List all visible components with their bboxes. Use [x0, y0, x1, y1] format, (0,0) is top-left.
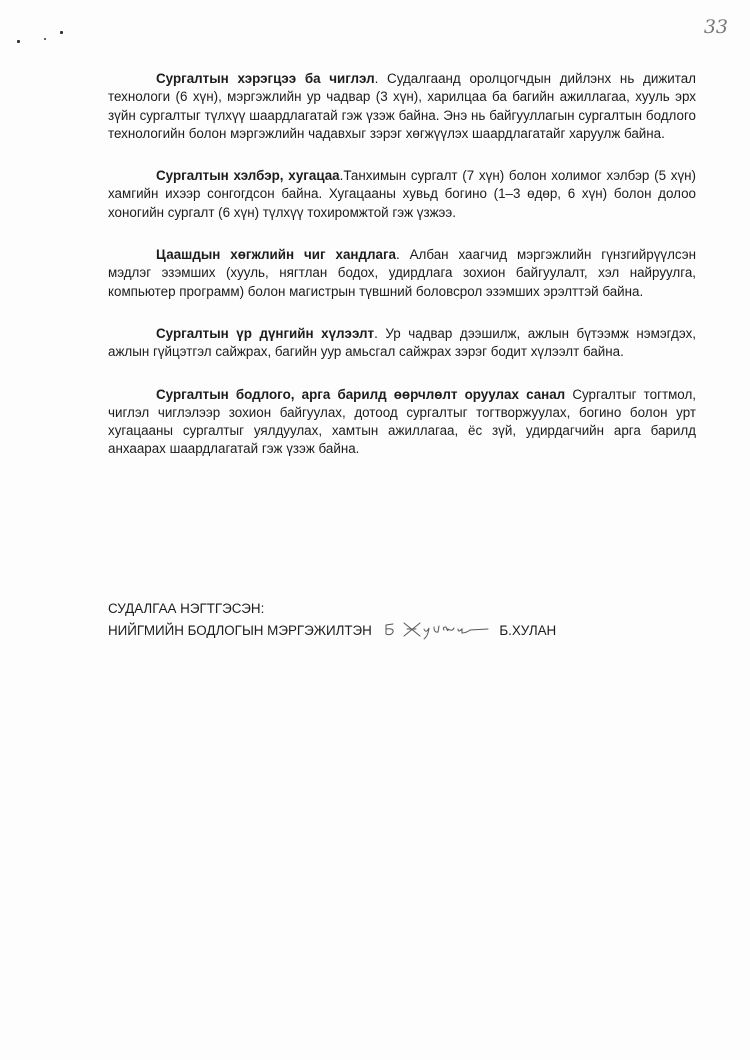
paragraph-policy-proposal	[108, 386, 696, 459]
paragraph-text: . Ур чадвар дээшилж, ажлын бүтээмж нэмэгдэх, ажлын гүйцэтгэл сайжрах, багийн уур амьсгал сайжрах зэрэг бодит хүлээлт байна.	[108, 325, 697, 360]
paragraph-text: .Танхимын сургалт (7 хүн) болон холимог хэлбэр (5 хүн) хамгийн ихээр сонгогдсон байна. Хугацааны хувьд богино (1–3 өдөр, 6 хүн) болон долоо хоногийн сургалт (6 хүн) түлхүү тохиромжтой гэж үзжээ.	[108, 168, 696, 220]
signature-name: Б.ХУЛАН	[499, 622, 557, 638]
paragraph-heading: Сургалтын бодлого, арга барилд өөрчлөлт оруулах санал	[156, 386, 566, 402]
paragraph-heading: Цаашдын хөгжлийн чиг хандлага	[156, 247, 396, 263]
document-body	[108, 70, 696, 483]
paragraph-heading: Сургалтын үр дүнгийн хүлээлт	[156, 325, 375, 341]
scan-speck	[44, 38, 46, 40]
paragraph-heading: Сургалтын хэлбэр, хугацаа	[156, 168, 340, 184]
paragraph-heading: Сургалтын хэрэгцээ ба чиглэл	[156, 71, 375, 86]
paragraph-training-format	[108, 167, 696, 222]
signature-block	[108, 600, 628, 641]
paragraph-text: . Албан хаагчид мэргэжлийн гүнзгийрүүлсэн мэдлэг эзэмших (хууль, нягтлан бодох, удирдлага зохион байгуулалт, хэл найруулга, компьютер программ) болон магистрын түвшний боловсрол эзэмших эрэлттэй байна.	[108, 247, 696, 299]
scan-speck	[17, 40, 20, 43]
paragraph-text: . Судалгаанд оролцогчдын дийлэнх нь дижитал технологи (6 хүн), мэргэжлийн ур чадвар (3 хүн), харилцаа ба багийн ажиллагаа, хууль эрх зүйн сургалтыг түлхүү шаардлагатай гэж үзэж байна. Энэ нь байгууллагын сургалтын бодлого технологийн болон мэргэжлийн чадавхыг зэрэг хөгжүүлэх шаардлагатайг харуулж байна.	[108, 71, 696, 141]
handwritten-signature	[382, 619, 492, 641]
paragraph-training-needs	[108, 70, 696, 143]
signature-row	[108, 619, 628, 641]
signature-position: НИЙГМИЙН БОДЛОГЫН МЭРГЭЖИЛТЭН	[108, 622, 372, 638]
paragraph-text: Сургалтыг тогтмол, чиглэл чиглэлээр зохион байгуулах, дотоод сургалтыг тогтворжуулах, богино болон урт хугацааны сургалтыг уялдуулах, хамтын ажиллагаа, ёс зүй, удирдагчийн арга барилд анхаарах шаардлагатай гэж үзэж байна.	[108, 386, 696, 457]
page-number: 33	[703, 16, 728, 38]
scan-speck	[60, 31, 63, 34]
paragraph-expected-results	[108, 325, 696, 362]
signature-title: СУДАЛГАА НЭГТГЭСЭН:	[108, 601, 265, 616]
paragraph-future-trends	[108, 246, 696, 301]
